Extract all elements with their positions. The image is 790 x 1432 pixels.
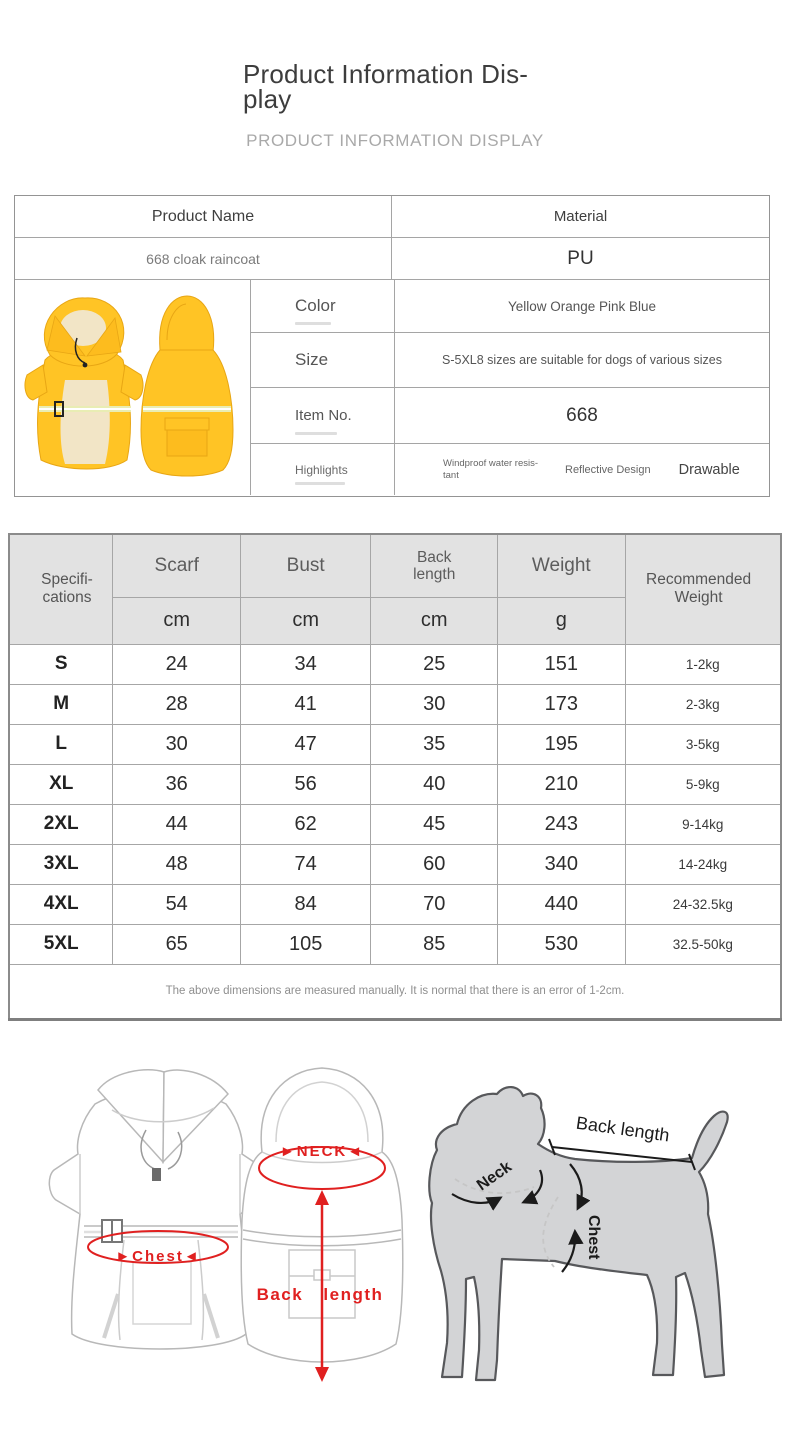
back-length-label-red: Back length	[256, 1285, 384, 1304]
product-info-table	[14, 195, 770, 497]
item-no-label: Item No.	[251, 388, 395, 443]
cell-weight: 210	[498, 764, 626, 804]
cell-recommended: 1-2kg	[625, 644, 781, 684]
cell-back: 85	[371, 924, 498, 964]
product-photo-svg	[15, 280, 251, 495]
page-title	[243, 59, 553, 114]
highlights-label: Highlights	[251, 444, 395, 495]
cell-recommended: 3-5kg	[625, 724, 781, 764]
measurement-note: The above dimensions are measured manually. It is normal that there is an error of 1-2cm.	[9, 964, 781, 1019]
cell-size: L	[9, 724, 113, 764]
color-label: Color	[251, 280, 395, 332]
cell-recommended: 14-24kg	[625, 844, 781, 884]
table-row	[9, 924, 781, 964]
material-value: PU	[567, 247, 594, 269]
cell-recommended: 9-14kg	[625, 804, 781, 844]
cell-size: S	[9, 644, 113, 684]
cell-bust: 47	[240, 724, 370, 764]
cell-weight: 340	[498, 844, 626, 884]
color-row	[251, 280, 769, 333]
cell-bust: 62	[240, 804, 370, 844]
table-row	[9, 844, 781, 884]
cell-scarf: 48	[113, 844, 241, 884]
erased-text-artifact	[295, 432, 337, 435]
table-row	[9, 764, 781, 804]
col-specifications: Specifi-cations	[9, 534, 113, 644]
cell-back: 60	[371, 844, 498, 884]
cell-size: M	[9, 684, 113, 724]
size-chart-table	[8, 533, 782, 1021]
cell-weight: 173	[498, 684, 626, 724]
measurement-diagrams	[0, 1042, 790, 1427]
size-label: Size	[251, 333, 395, 387]
unit-scarf-cm: cm	[113, 597, 241, 644]
diagram-svg	[0, 1042, 790, 1427]
size-value: S-5XL8 sizes are suitable for dogs of various sizes	[442, 353, 722, 367]
product-photo-back	[141, 296, 233, 476]
cell-scarf: 44	[113, 804, 241, 844]
table-row	[9, 804, 781, 844]
cell-recommended: 5-9kg	[625, 764, 781, 804]
material-header: Material	[553, 208, 608, 225]
cell-scarf: 65	[113, 924, 241, 964]
product-photos	[15, 280, 251, 495]
item-no-value: 668	[566, 404, 598, 426]
cell-recommended: 2-3kg	[625, 684, 781, 724]
table-row	[9, 644, 781, 684]
cell-recommended: 32.5-50kg	[625, 924, 781, 964]
col-bust: Bust	[240, 534, 370, 597]
cell-size: XL	[9, 764, 113, 804]
col-recommended-weight: Recommended Weight	[625, 534, 781, 644]
cell-back: 45	[371, 804, 498, 844]
cell-weight: 440	[498, 884, 626, 924]
table-row	[9, 724, 781, 764]
cell-back: 25	[371, 644, 498, 684]
dog-neck-label: Neck	[473, 1158, 515, 1195]
cell-scarf: 24	[113, 644, 241, 684]
cell-back: 35	[371, 724, 498, 764]
highlights-row	[251, 444, 769, 495]
cell-size: 2XL	[9, 804, 113, 844]
cell-weight: 243	[498, 804, 626, 844]
table-row	[9, 884, 781, 924]
cell-weight: 530	[498, 924, 626, 964]
coat-sketch-front	[49, 1070, 270, 1349]
cell-scarf: 28	[113, 684, 241, 724]
col-back-length: Back length	[371, 534, 498, 597]
size-table-header-row1	[9, 534, 781, 597]
cell-scarf: 36	[113, 764, 241, 804]
erased-text-artifact	[295, 482, 345, 485]
cell-bust: 34	[240, 644, 370, 684]
cell-back: 70	[371, 884, 498, 924]
spec-rows	[251, 280, 769, 495]
cell-bust: 56	[240, 764, 370, 804]
page-subtitle: PRODUCT INFORMATION DISPLAY	[246, 131, 544, 150]
dog-diagram	[429, 1087, 727, 1380]
cell-back: 40	[371, 764, 498, 804]
unit-bust-cm: cm	[240, 597, 370, 644]
unit-back-cm: cm	[371, 597, 498, 644]
info-header-row	[15, 196, 769, 238]
dog-chest-label: Chest	[585, 1215, 602, 1260]
table-row	[9, 684, 781, 724]
page-title-line2: play	[243, 84, 292, 114]
back-length-arrowhead-down	[315, 1367, 329, 1382]
product-name-value: 668 cloak raincoat	[15, 238, 392, 279]
highlight-reflective: Reflective Design	[565, 463, 651, 476]
product-name-header: Product Name	[15, 196, 392, 237]
col-weight: Weight	[498, 534, 626, 597]
cell-scarf: 54	[113, 884, 241, 924]
cell-recommended: 24-32.5kg	[625, 884, 781, 924]
cell-weight: 151	[498, 644, 626, 684]
cell-weight: 195	[498, 724, 626, 764]
unit-weight-g: g	[498, 597, 626, 644]
dog-back-length-label: Back length	[574, 1112, 671, 1146]
product-photo-front	[25, 298, 143, 469]
cell-size: 3XL	[9, 844, 113, 884]
page-title-line1: Product Information Dis-	[243, 59, 529, 89]
cell-scarf: 30	[113, 724, 241, 764]
cell-bust: 84	[240, 884, 370, 924]
cell-back: 30	[371, 684, 498, 724]
cell-size: 4XL	[9, 884, 113, 924]
cell-bust: 105	[240, 924, 370, 964]
highlight-windproof: Windproof water resis-tant	[443, 458, 539, 481]
col-scarf: Scarf	[113, 534, 241, 597]
highlight-drawable: Drawable	[678, 461, 740, 478]
cell-size: 5XL	[9, 924, 113, 964]
chest-label: ►Chest◄	[115, 1248, 201, 1265]
measurement-note-row	[9, 964, 781, 1019]
highlights-value	[395, 444, 769, 495]
info-main-area	[15, 280, 769, 495]
size-row	[251, 333, 769, 388]
erased-text-artifact	[295, 322, 331, 325]
neck-label: ►NECK◄	[279, 1143, 365, 1160]
info-value-row	[15, 238, 769, 280]
item-no-row	[251, 388, 769, 444]
cell-bust: 74	[240, 844, 370, 884]
color-value: Yellow Orange Pink Blue	[507, 298, 657, 314]
cell-bust: 41	[240, 684, 370, 724]
